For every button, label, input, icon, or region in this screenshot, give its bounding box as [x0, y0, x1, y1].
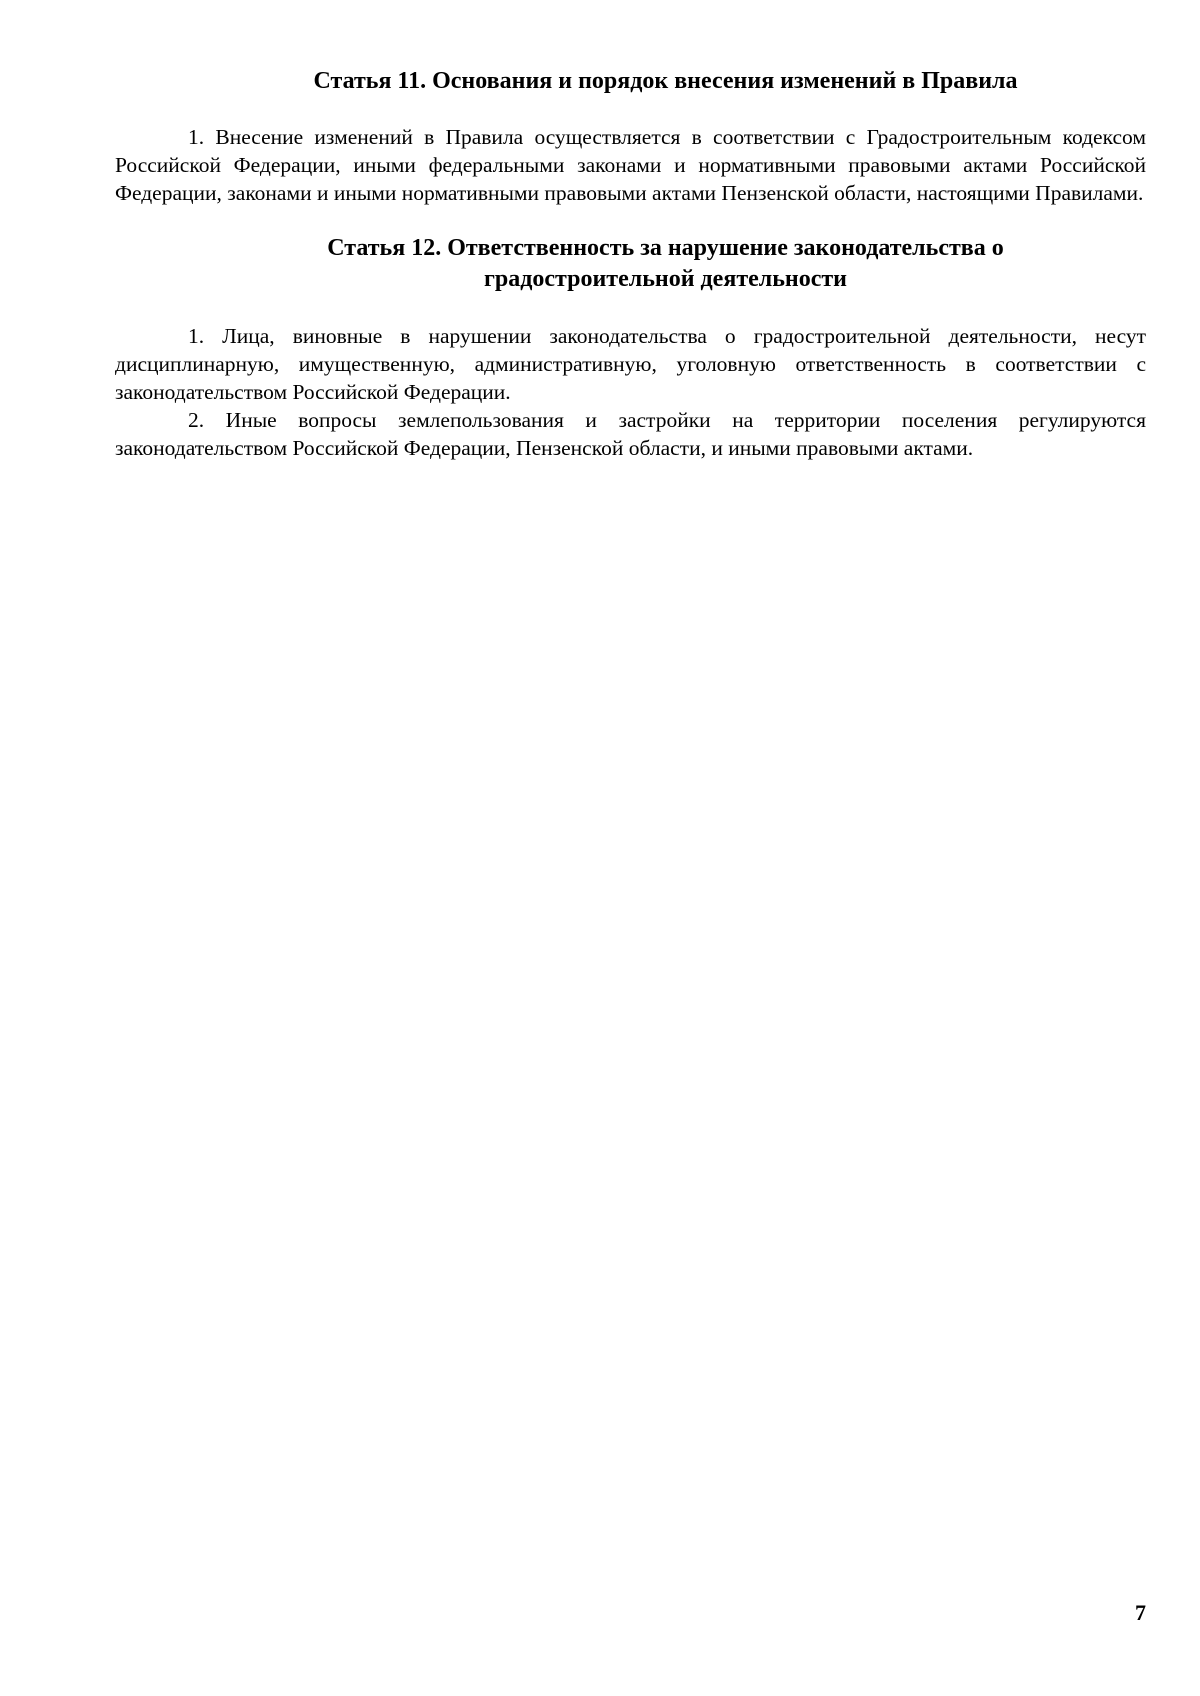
article-12-paragraph-2: 2. Иные вопросы землепользования и застройки на территории поселения регулируются законодательством Российской Федерации, Пензенской области, и иными правовыми актами. — [115, 408, 1146, 460]
article-11-paragraph-1: 1. Внесение изменений в Правила осуществляется в соответствии с Градостроительным кодексом Российской Федерации, иными федеральными законами и нормативными правовыми актами Российской Федерации, законами и иными нормативными правовыми актами Пензенской области, настоящими Правилами. — [115, 125, 1146, 205]
article-12-paragraph-1: 1. Лица, виновные в нарушении законодательства о градостроительной деятельности, несут дисциплинарную, имущественную, административную, уголовную ответственность в соответствии с законодательством Российской Федерации. — [115, 324, 1146, 404]
page-number: 7 — [1135, 1600, 1146, 1625]
article-12-title-line-1: Статья 12. Ответственность за нарушение законодательства о — [327, 235, 1004, 261]
article-11-heading — [185, 66, 1146, 97]
document-body — [115, 66, 1146, 462]
article-12-title-line-2: градостроительной деятельности — [483, 266, 848, 292]
article-12-heading — [185, 233, 1146, 295]
article-11-title: Статья 11. Основания и порядок внесения изменений в Правила — [313, 68, 1018, 94]
